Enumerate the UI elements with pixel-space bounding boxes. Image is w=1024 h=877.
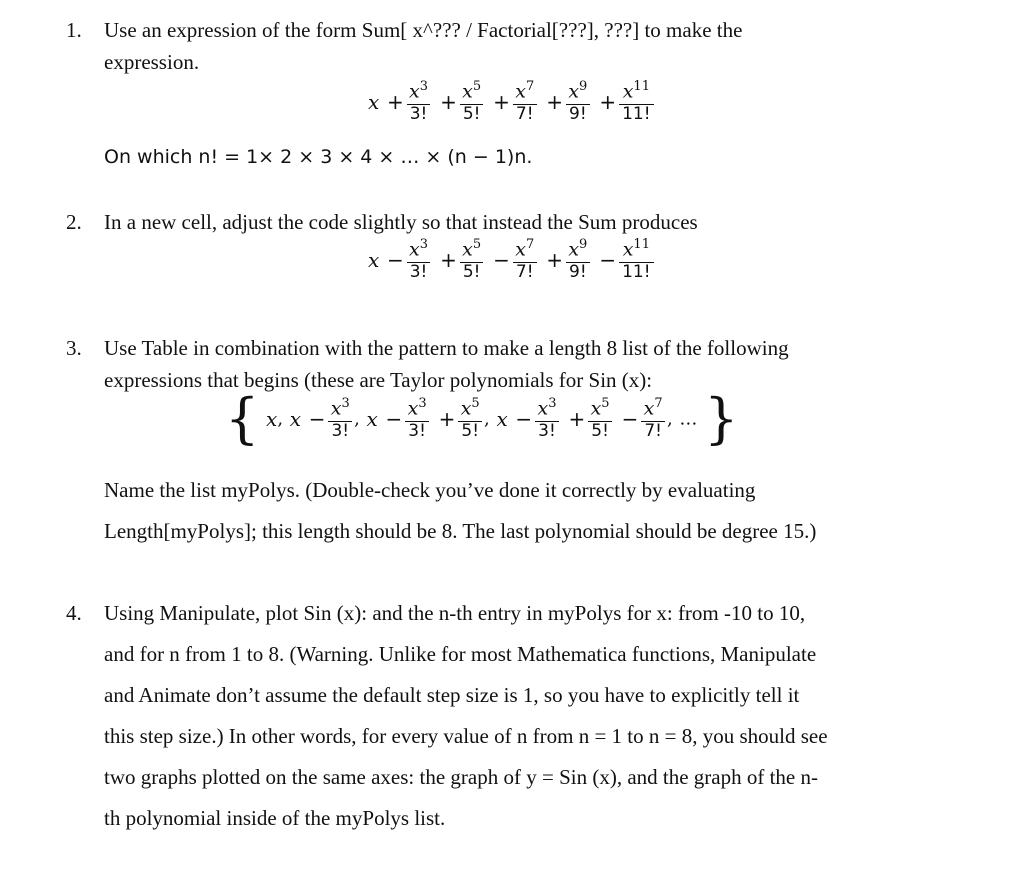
- item-3-after-line-2: Length[myPolys]; this length should be 8. The last polynomial should be degree 15.): [104, 519, 817, 543]
- item-4-line-5: two graphs plotted on the same axes: the graph of y = Sin (x), and the graph of the n-: [104, 765, 818, 789]
- item-1-after: On which n! = 1× 2 × 3 × 4 × … × (n − 1)n.: [104, 146, 533, 168]
- item-2-line-1: In a new cell, adjust the code slightly so that instead the Sum produces: [104, 210, 698, 234]
- item-4-line-6: th polynomial inside of the myPolys list.: [104, 806, 446, 830]
- item-4-line-3: and Animate don’t assume the default step size is 1, so you have to explicitly tell it: [104, 683, 800, 707]
- item-1-formula: x + $\frac{x^3}{3!}$ + $\frac{x^5}{5!}$ + $\frac{x^7}{7!}$ + $\frac{x^9}{9!}$ + $\frac{x^{11}}{11!}$: [368, 80, 656, 124]
- item-3-list-formula: { x, x − $\frac{x^3}{3!}$ , x − $\frac{x^3}{3!}$ + $\frac{x^5}{5!}$ , x − $\frac{x^3}{3!}$ + $\frac{x^5}{5!}$ − $\frac{x^7}{7!}$ , … }: [225, 387, 739, 450]
- item-4-line-2: and for n from 1 to 8. (Warning. Unlike for most Mathematica functions, Manipulate: [104, 642, 817, 666]
- item-1-line-2: expression.: [104, 50, 200, 74]
- item-4-line-1: Using Manipulate, plot Sin (x): and the n-th entry in myPolys for x: from -10 to 10,: [104, 601, 806, 625]
- item-3-number: 3.: [66, 336, 82, 360]
- item-3-line-2: expressions that begins (these are Taylor polynomials for Sin (x):: [104, 368, 653, 392]
- item-2-formula: x − $\frac{x^3}{3!}$ + $\frac{x^5}{5!}$ − $\frac{x^7}{7!}$ + $\frac{x^9}{9!}$ − $\frac{x^{11}}{11!}$: [368, 238, 656, 282]
- formula-lead: x: [368, 90, 380, 115]
- item-3-line-1: Use Table in combination with the pattern to make a length 8 list of the following: [104, 336, 789, 360]
- item-1-number: 1.: [66, 18, 82, 42]
- item-1-line-1: Use an expression of the form Sum[ x^??? / Factorial[???], ???] to make the: [104, 18, 743, 42]
- item-4-number: 4.: [66, 601, 82, 625]
- item-4-line-4: this step size.) In other words, for every value of n from n = 1 to n = 8, you should see: [104, 724, 828, 748]
- item-2-number: 2.: [66, 210, 82, 234]
- item-3-after-line-1: Name the list myPolys. (Double-check you’ve done it correctly by evaluating: [104, 478, 756, 502]
